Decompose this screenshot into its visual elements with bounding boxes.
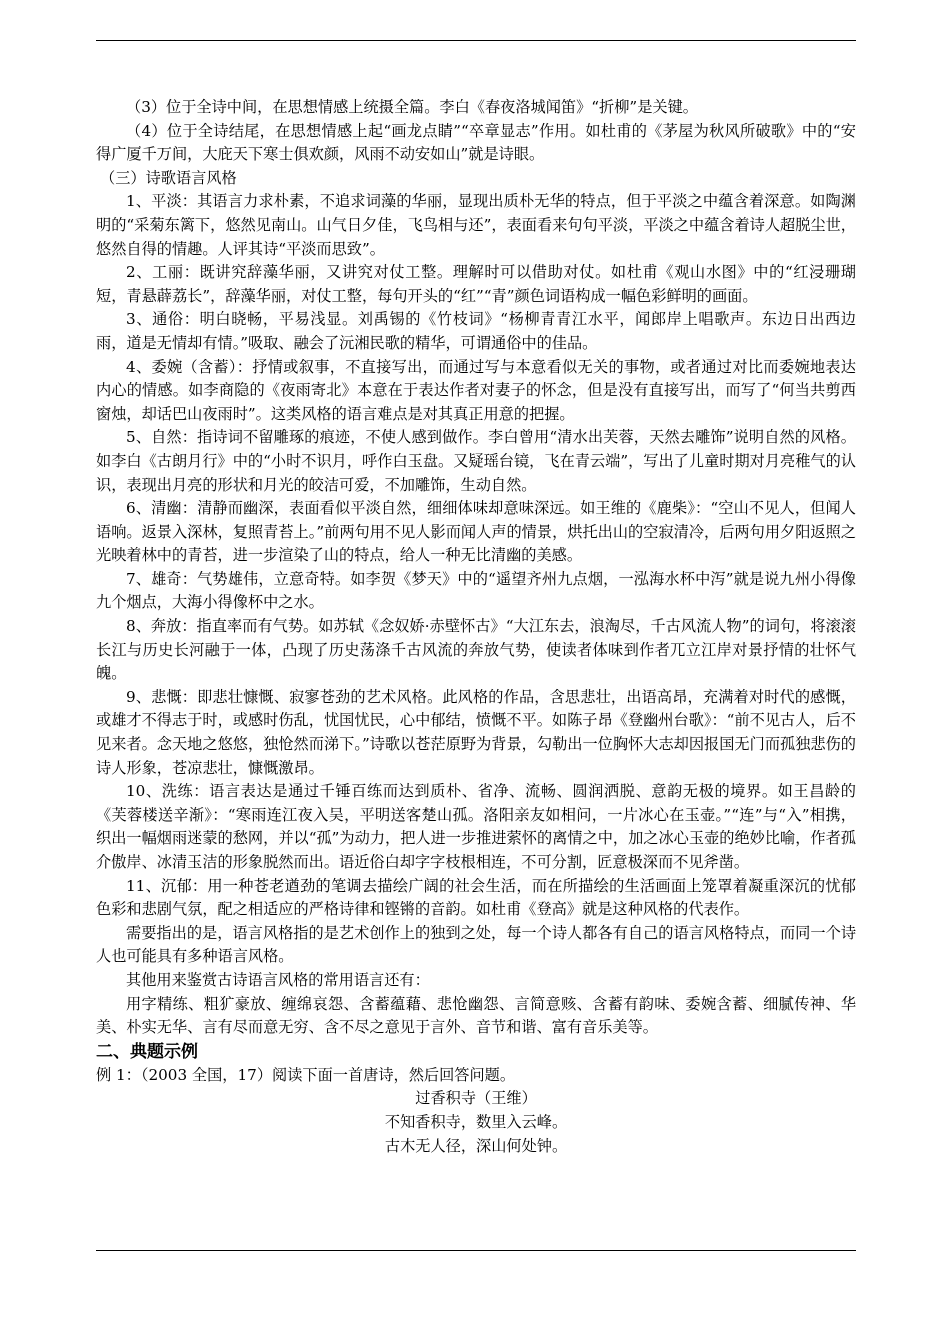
header-rule [96, 40, 856, 41]
style-3: 3、通俗：明白晓畅，平易浅显。刘禹锡的《竹枝词》“杨柳青青江水平，闻郎岸上唱歌声。东边日出西边雨，道是无情却有情。”吸取、融会了沅湘民歌的精华，可谓通俗中的佳品。 [96, 310, 856, 352]
document-body [96, 96, 856, 1158]
style-2: 2、工丽：既讲究辞藻华丽，又讲究对仗工整。理解时可以借助对仗。如杜甫《观山水图》中的“红浸珊瑚短，青悬薜荔长”，辞藻华丽，对仗工整，每句开头的“红”“青”颜色词语构成一幅色彩鲜明的画面。 [96, 263, 856, 305]
style-8: 8、奔放：指直率而有气势。如苏轼《念奴娇·赤壁怀古》“大江东去，浪淘尽，千古风流人物”的词句，将滚滚长江与历史长河融于一体，凸现了历史荡涤千古风流的奔放气势，使读者体味到作者兀立江岸对景抒情的壮怀气魄。 [96, 617, 856, 683]
poem-line-2: 古木无人径，深山何处钟。 [384, 1136, 568, 1155]
other-terms-intro: 其他用来鉴赏古诗语言风格的常用语言还有： [126, 970, 430, 989]
point-4: （4）位于全诗结尾，在思想情感上起“画龙点睛”“卒章显志”作用。如杜甫的《茅屋为秋风所破歌》中的“安得广厦千万间，大庇天下寒士俱欢颜，风雨不动安如山”就是诗眼。 [96, 121, 856, 164]
style-10: 10、洗练：语言表达是通过千锤百练而达到质朴、省净、流畅、圆润洒脱、意韵无极的境界。如王昌龄的《芙蓉楼送辛渐》：“寒雨连江夜入吴，平明送客楚山孤。洛阳亲友如相问，一片冰心在玉壶。”“连”与“入”相携，织出一幅烟雨迷蒙的愁网，并以“孤”为动力，把人进一步推进萦怀的离情之中，加之冰心玉壶的绝妙比喻，作者孤介傲岸、冰清玉洁的形象脱然而出。语近俗白却字字枝根相连，不可分割，匠意极深而不见斧凿。 [96, 782, 856, 871]
poem-line-1: 不知香积寺，数里入云峰。 [384, 1112, 568, 1131]
other-terms-list: 用字精练、粗犷豪放、缠绵哀怨、含蓄蕴藉、悲怆幽怨、言简意赅、含蓄有韵味、委婉含蓄、细腻传神、华美、朴实无华、言有尽而意无穷、含不尽之意见于言外、音节和谐、富有音乐美等。 [96, 994, 856, 1037]
section-heading-2: 二、典题示例 [96, 1041, 198, 1062]
footer-rule [96, 1250, 856, 1251]
style-11: 11、沉郁：用一种苍老遒劲的笔调去描绘广阔的社会生活，而在所描绘的生活画面上笼罩着凝重深沉的忧郁色彩和悲剧气氛，配之相适应的严格诗律和铿锵的音韵。如杜甫《登高》就是这种风格的代表作。 [96, 876, 856, 919]
style-6: 6、清幽：清静而幽深，表面看似平淡自然，细细体味却意味深远。如王维的《鹿柴》：“空山不见人，但闻人语响。返景入深林，复照青苔上。”前两句用不见人影而闻人声的情景，烘托出山的空寂清冷，后两句用夕阳返照之光映着林中的青苔，进一步渲染了山的特点，给人一种无比清幽的美感。 [96, 499, 856, 565]
poem-title: 过香积寺（王维） [415, 1089, 537, 1108]
style-9: 9、悲慨：即悲壮慷慨、寂寥苍劲的艺术风格。此风格的作品，含思悲壮，出语高昂，充满着对时代的感慨，或雄才不得志于时，或感时伤乱，忧国忧民，心中郁结，愤慨不平。如陈子昂《登幽州台歌》：“前不见古人，后不见来者。念天地之悠悠，独怆然而涕下。”诗歌以苍茫原野为背景，勾勒出一位胸怀大志却因报国无门而孤独悲伤的诗人形象，苍凉悲壮，慷慨激昂。 [96, 687, 856, 777]
example-1-prompt: 例 1：（2003 全国，17）阅读下面一首唐诗，然后回答问题。 [96, 1065, 516, 1084]
section-heading-3: （三）诗歌语言风格 [100, 168, 237, 187]
point-3: （3）位于全诗中间，在思想情感上统摄全篇。李白《春夜洛城闻笛》“折柳”是关键。 [126, 98, 698, 116]
style-4: 4、委婉（含蓄）：抒情或叙事，不直接写出，而通过写与本意看似无关的事物，或者通过对比而委婉地表达内心的情感。如李商隐的《夜雨寄北》本意在于表达作者对妻子的怀念，但是没有直接写出，而写了“何当共剪西窗烛，却话巴山夜雨时”。这类风格的语言难点是对其真正用意的把握。 [96, 357, 856, 423]
style-5: 5、自然：指诗词不留雕琢的痕迹，不使人感到做作。李白曾用“清水出芙蓉，天然去雕饰”说明自然的风格。如李白《古朗月行》中的“小时不识月，呼作白玉盘。又疑瑶台镜，飞在青云端”，写出了儿童时期对月亮稚气的认识，表现出月亮的形状和月光的皎洁可爱，不加雕饰，生动自然。 [96, 428, 856, 494]
style-1: 1、平淡：其语言力求朴素，不追求词藻的华丽，显现出质朴无华的特点，但于平淡之中蕴含着深意。如陶渊明的“采菊东篱下，悠然见南山。山气日夕佳，飞鸟相与还”，表面看来句句平淡，平淡之中蕴含着诗人超脱尘世，悠然自得的情趣。人评其诗“平淡而思致”。 [96, 192, 856, 258]
note-paragraph: 需要指出的是，语言风格指的是艺术创作上的独到之处，每一个诗人都各有自己的语言风格特点，而同一个诗人也可能具有多种语言风格。 [96, 923, 856, 966]
style-7: 7、雄奇：气势雄伟，立意奇特。如李贺《梦天》中的“遥望齐州九点烟，一泓海水杯中泻”就是说九州小得像九个烟点，大海小得像杯中之水。 [96, 569, 856, 612]
